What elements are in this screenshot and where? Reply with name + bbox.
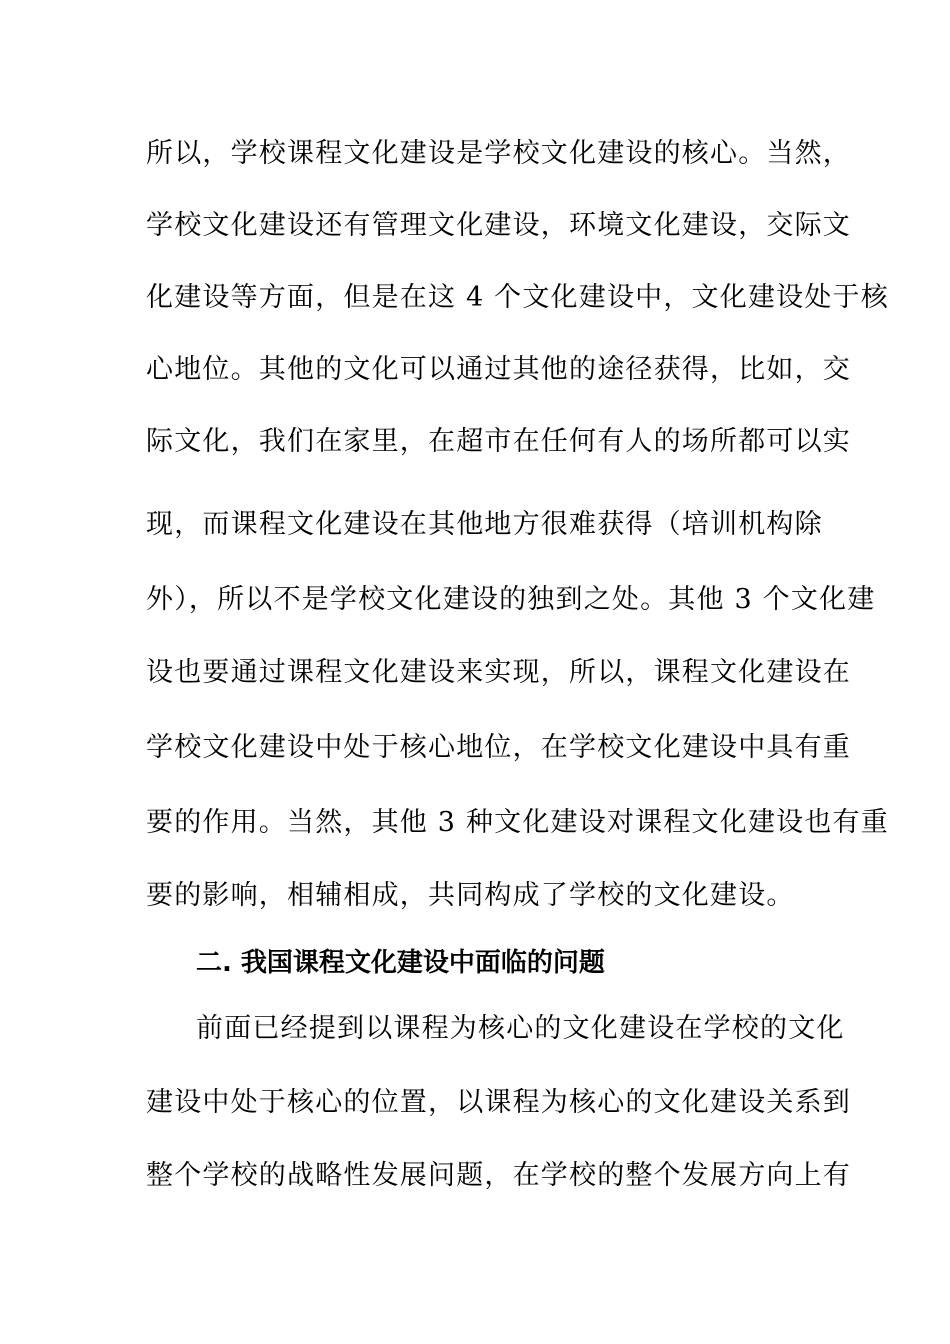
text-line: 要的影响，相辅相成，共同构成了学校的文化建设。 <box>146 880 795 911</box>
text-line: 建设中处于核心的位置，以课程为核心的文化建设关系到 <box>146 1087 851 1118</box>
text-line: 前面已经提到以课程为核心的文化建设在学校的文化 <box>196 1013 845 1044</box>
text-line: 整个学校的战略性发展问题，在学校的整个发展方向上有 <box>146 1160 851 1191</box>
text-line: 所以，学校课程文化建设是学校文化建设的核心。当然， <box>146 138 851 169</box>
section-heading: 二. 我国课程文化建设中面临的问题 <box>196 948 605 978</box>
text-line: 学校文化建设还有管理文化建设，环境文化建设，交际文 <box>146 210 851 241</box>
text-line: 现，而课程文化建设在其他地方很难获得（培训机构除 <box>146 509 823 540</box>
text-line: 要的作用。当然，其他 3 种文化建设对课程文化建设也有重 <box>146 807 889 838</box>
text-line: 外），所以不是学校文化建设的独到之处。其他 3 个文化建 <box>146 584 876 615</box>
text-line: 际文化，我们在家里，在超市在任何有人的场所都可以实 <box>146 426 851 457</box>
text-line: 心地位。其他的文化可以通过其他的途径获得，比如，交 <box>146 354 851 385</box>
text-line: 设也要通过课程文化建设来实现，所以，课程文化建设在 <box>146 657 851 688</box>
text-line: 学校文化建设中处于核心地位，在学校文化建设中具有重 <box>146 732 851 763</box>
text-line: 化建设等方面，但是在这 4 个文化建设中，文化建设处于核 <box>146 282 889 313</box>
